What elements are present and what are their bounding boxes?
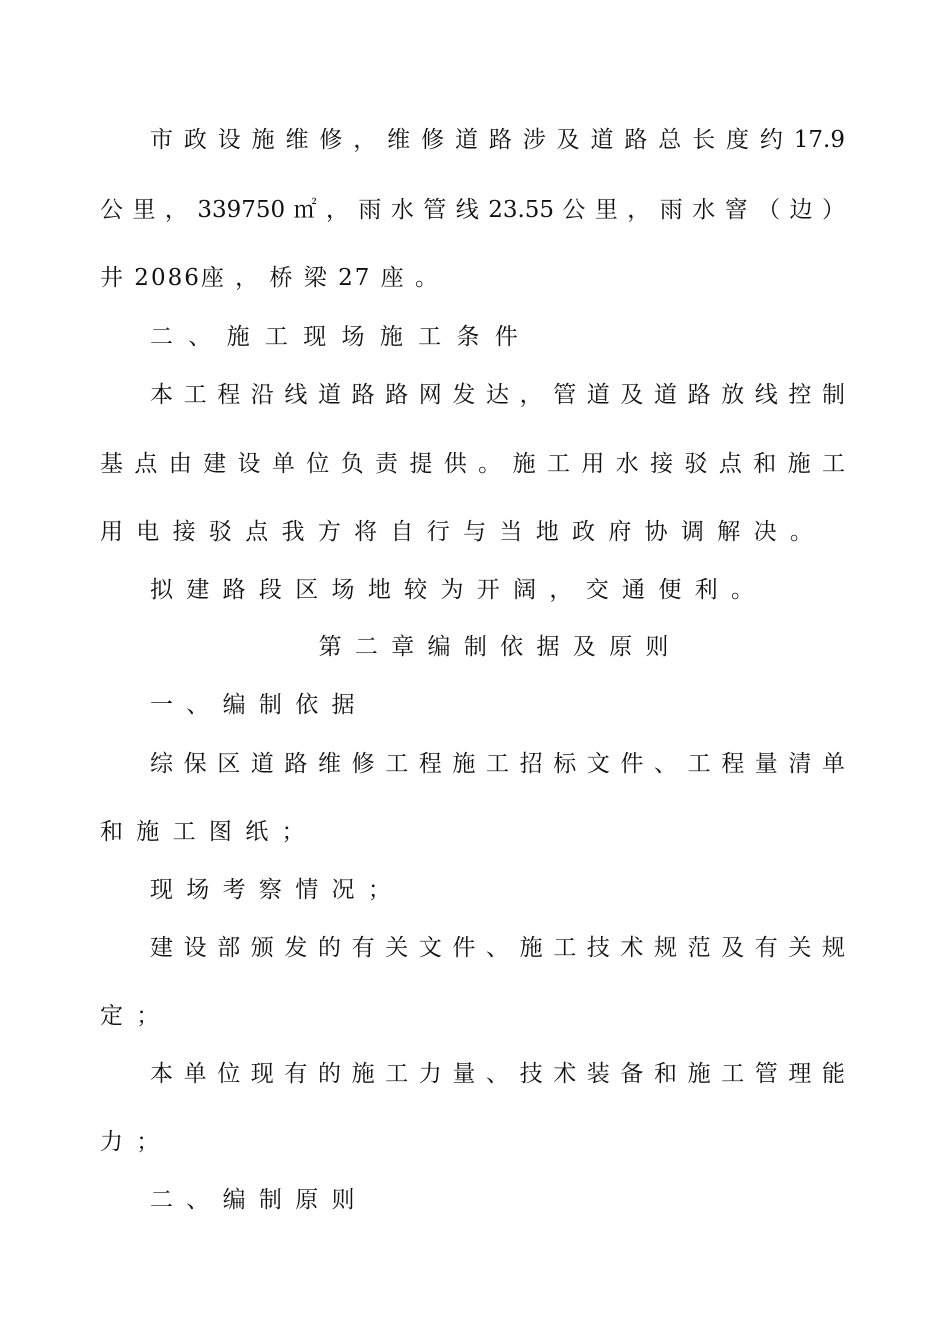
section-heading-site-conditions: 二 、 施 工 现 场 施 工 条 件 — [150, 324, 522, 350]
paragraph-line-5: 基 点 由 建 设 单 位 负 责 提 供 。 施 工 用 水 接 驳 点 和 施 工 — [100, 451, 845, 477]
paragraph-line-6: 用 电 接 驳 点 我 方 将 自 行 与 当 地 政 府 协 调 解 决 。 — [100, 519, 816, 545]
basis-item-3-line-1: 建 设 部 颁 发 的 有 关 文 件 、 施 工 技 术 规 范 及 有 关 规 — [150, 935, 845, 961]
paragraph-line-4: 本 工 程 沿 线 道 路 路 网 发 达 ， 管 道 及 道 路 放 线 控 制 — [150, 382, 845, 408]
basis-item-3-line-2: 定 ； — [100, 1003, 163, 1029]
paragraph-line-1: 市 政 设 施 维 修 ， 维 修 道 路 涉 及 道 路 总 长 度 约 17.9 — [150, 127, 845, 153]
section-heading-principles: 二 、 编 制 原 则 — [150, 1187, 358, 1213]
basis-item-1-line-2: 和 施 工 图 纸 ； — [100, 819, 308, 845]
basis-item-2: 现 场 考 察 情 况 ； — [150, 877, 394, 903]
paragraph-line-2: 公 里 ， 339750 ㎡ ， 雨 水 管 线 23.55 公 里 ， 雨 水 窨 （ 边 ） — [100, 197, 845, 223]
basis-item-4-line-2: 力 ； — [100, 1129, 163, 1155]
paragraph-line-3: 井 2086座 ， 桥 梁 27 座 。 — [100, 265, 440, 291]
basis-item-4-line-1: 本 单 位 现 有 的 施 工 力 量 、 技 术 装 备 和 施 工 管 理 能 — [150, 1061, 845, 1087]
section-heading-basis: 一 、 编 制 依 据 — [150, 692, 358, 718]
basis-item-1-line-1: 综 保 区 道 路 维 修 工 程 施 工 招 标 文 件 、 工 程 量 清 单 — [150, 751, 845, 777]
chapter-title: 第 二 章 编 制 依 据 及 原 则 — [318, 634, 672, 660]
paragraph-line-7: 拟 建 路 段 区 场 地 较 为 开 阔 ， 交 通 便 利 。 — [150, 577, 757, 603]
